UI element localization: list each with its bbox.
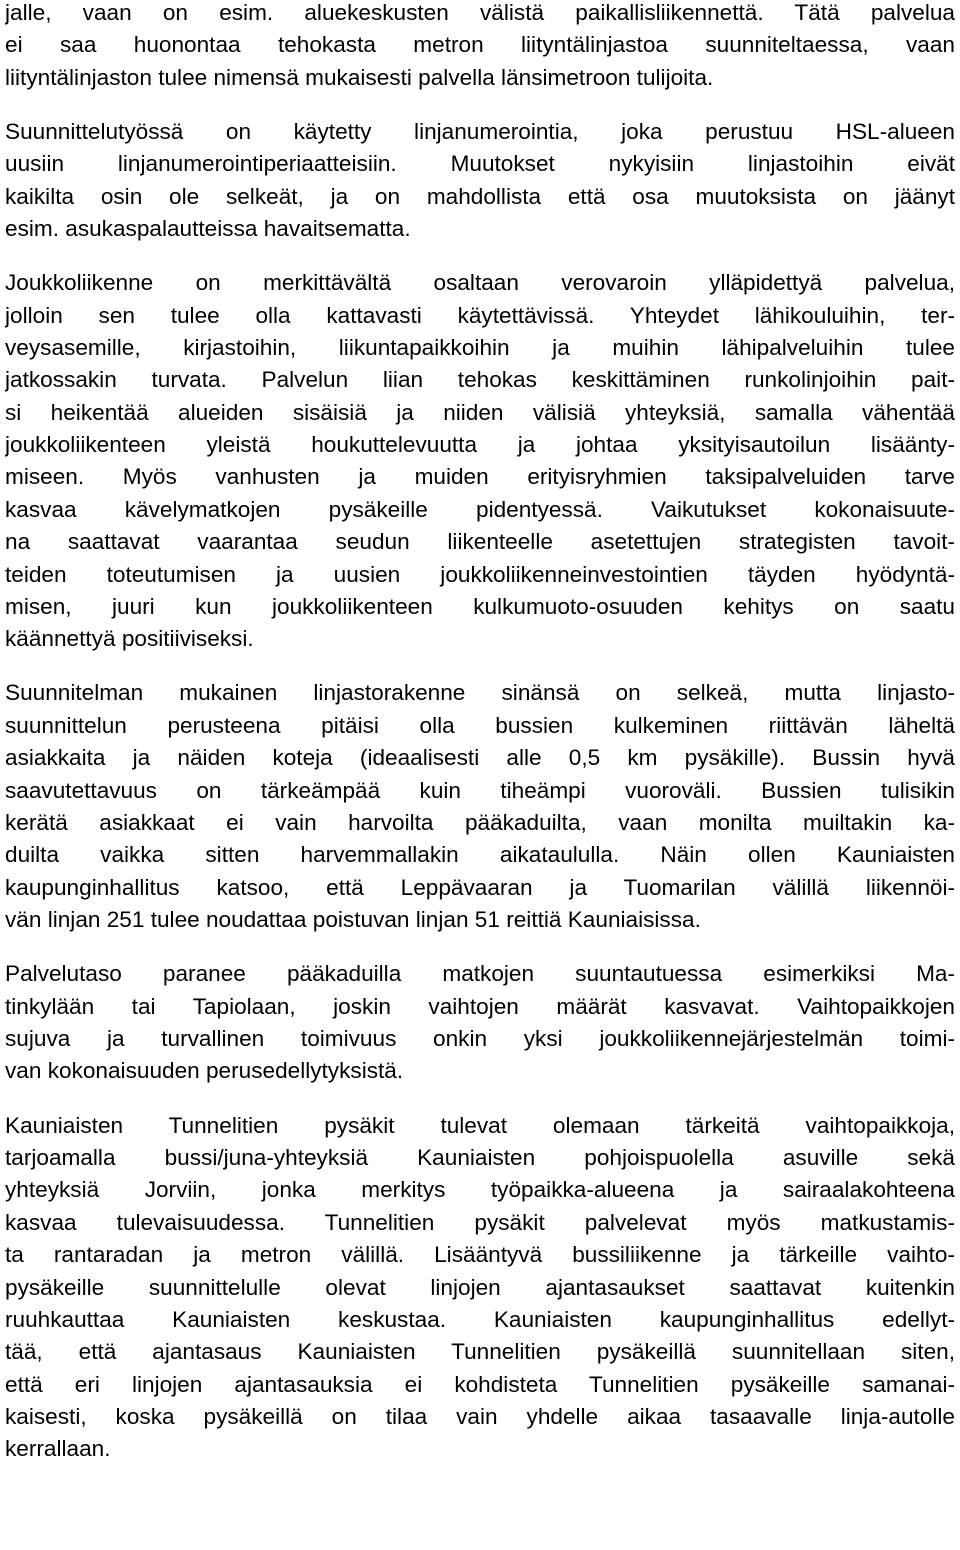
text-line: ruuhkauttaa Kauniaisten keskustaa. Kauniaisten kaupunginhallitus edellyt- <box>5 1306 955 1332</box>
text-line: miseen. Myös vanhusten ja muiden erityisryhmien taksipalveluiden tarve <box>5 464 955 490</box>
text-line: na saattavat vaarantaa seudun liikenteelle asetettujen strategisten tavoit- <box>5 529 955 555</box>
paragraph-1 <box>5 0 955 94</box>
text-line: vän linjan 251 tulee noudattaa poistuvan linjan 51 reittiä Kauniaisissa. <box>5 907 701 933</box>
paragraph-3 <box>5 267 955 656</box>
text-line: joukkoliikenteen yleistä houkuttelevuutta ja johtaa yksityisautoilun lisäänty- <box>5 432 955 458</box>
text-line: saavutettavuus on tärkeämpää kuin tiheämpi vuoroväli. Bussien tulisikin <box>5 777 955 803</box>
paragraph-4 <box>5 677 955 936</box>
text-line: misen, juuri kun joukkoliikenteen kulkumuoto-osuuden kehitys on saatu <box>5 594 955 620</box>
text-line: jatkossakin turvata. Palvelun liian tehokas keskittäminen runkolinjoihin pait- <box>5 367 955 393</box>
text-line: esim. asukaspalautteissa havaitsematta. <box>5 216 411 242</box>
paragraph-gap <box>5 1088 955 1110</box>
text-line: van kokonaisuuden perusedellytyksistä. <box>5 1058 404 1084</box>
text-line: duilta vaikka sitten harvemmallakin aikataululla. Näin ollen Kauniaisten <box>5 842 955 868</box>
text-line: tarjoamalla bussi/juna-yhteyksiä Kauniaisten pohjoispuolella asuville sekä <box>5 1144 955 1170</box>
paragraph-5 <box>5 958 955 1088</box>
text-line: että eri linjojen ajantasauksia ei kohdisteta Tunnelitien pysäkeille samanai- <box>5 1371 955 1397</box>
text-line: kasvaa tulevaisuudessa. Tunnelitien pysäkit palvelevat myös matkustamis- <box>5 1209 955 1235</box>
text-line: tinkylään tai Tapiolaan, joskin vaihtojen määrät kasvavat. Vaihtopaikkojen <box>5 993 955 1019</box>
paragraph-2 <box>5 116 955 246</box>
paragraph-6 <box>5 1110 955 1466</box>
text-line: ei saa huonontaa tehokasta metron liityntälinjastoa suunniteltaessa, vaan <box>5 32 955 58</box>
text-line: Palvelutaso paranee pääkaduilla matkojen suuntautuessa esimerkiksi Ma- <box>5 961 955 987</box>
text-line: kaikilta osin ole selkeät, ja on mahdollista että osa muutoksista on jäänyt <box>5 183 955 209</box>
text-line: asiakkaita ja näiden koteja (ideaalisesti alle 0,5 km pysäkille). Bussin hyvä <box>5 745 955 771</box>
paragraph-gap <box>5 245 955 267</box>
document-body <box>5 0 955 1466</box>
text-line: kasvaa kävelymatkojen pysäkeille pidentyessä. Vaikutukset kokonaisuute- <box>5 496 955 522</box>
text-line: Joukkoliikenne on merkittävältä osaltaan verovaroin ylläpidettyä palvelua, <box>5 270 955 296</box>
text-line: liityntälinjaston tulee nimensä mukaisesti palvella länsimetroon tulijoita. <box>5 64 714 90</box>
text-line: ta rantaradan ja metron välillä. Lisääntyvä bussiliikenne ja tärkeille vaihto- <box>5 1242 955 1268</box>
text-line: pysäkeille suunnittelulle olevat linjojen ajantasaukset saattavat kuitenkin <box>5 1274 955 1300</box>
text-line: Suunnittelutyössä on käytetty linjanumerointia, joka perustuu HSL-alueen <box>5 118 955 144</box>
document-page <box>5 0 955 1466</box>
text-line: suunnittelun perusteena pitäisi olla bussien kulkeminen riittävän läheltä <box>5 712 955 738</box>
text-line: jalle, vaan on esim. aluekeskusten välistä paikallisliikennettä. Tätä palvelua <box>5 0 955 25</box>
text-line: uusiin linjanumerointiperiaatteisiin. Muutokset nykyisiin linjastoihin eivät <box>5 151 955 177</box>
text-line: kerrallaan. <box>5 1436 111 1462</box>
text-line: Suunnitelman mukainen linjastorakenne sinänsä on selkeä, mutta linjasto- <box>5 680 955 706</box>
text-line: kaisesti, koska pysäkeillä on tilaa vain yhdelle aikaa tasaavalle linja-autolle <box>5 1404 955 1430</box>
text-line: käännettyä positiiviseksi. <box>5 626 254 652</box>
text-line: yhteyksiä Jorviin, jonka merkitys työpaikka-alueena ja sairaalakohteena <box>5 1177 955 1203</box>
paragraph-gap <box>5 656 955 678</box>
text-line: kerätä asiakkaat ei vain harvoilta pääkaduilta, vaan monilta muiltakin ka- <box>5 810 955 836</box>
text-line: sujuva ja turvallinen toimivuus onkin yksi joukkoliikennejärjestelmän toimi- <box>5 1026 955 1052</box>
paragraph-gap <box>5 94 955 116</box>
text-line: teiden toteutumisen ja uusien joukkoliikenneinvestointien täyden hyödyntä- <box>5 561 955 587</box>
text-line: si heikentää alueiden sisäisiä ja niiden välisiä yhteyksiä, samalla vähentää <box>5 399 955 425</box>
text-line: kaupunginhallitus katsoo, että Leppävaaran ja Tuomarilan välillä liikennöi- <box>5 874 955 900</box>
text-line: tää, että ajantasaus Kauniaisten Tunnelitien pysäkeillä suunnitellaan siten, <box>5 1339 955 1365</box>
text-line: jolloin sen tulee olla kattavasti käytettävissä. Yhteydet lähikouluihin, ter- <box>5 302 955 328</box>
paragraph-gap <box>5 937 955 959</box>
text-line: veysasemille, kirjastoihin, liikuntapaikkoihin ja muihin lähipalveluihin tulee <box>5 334 955 360</box>
text-line: Kauniaisten Tunnelitien pysäkit tulevat olemaan tärkeitä vaihtopaikkoja, <box>5 1112 955 1138</box>
